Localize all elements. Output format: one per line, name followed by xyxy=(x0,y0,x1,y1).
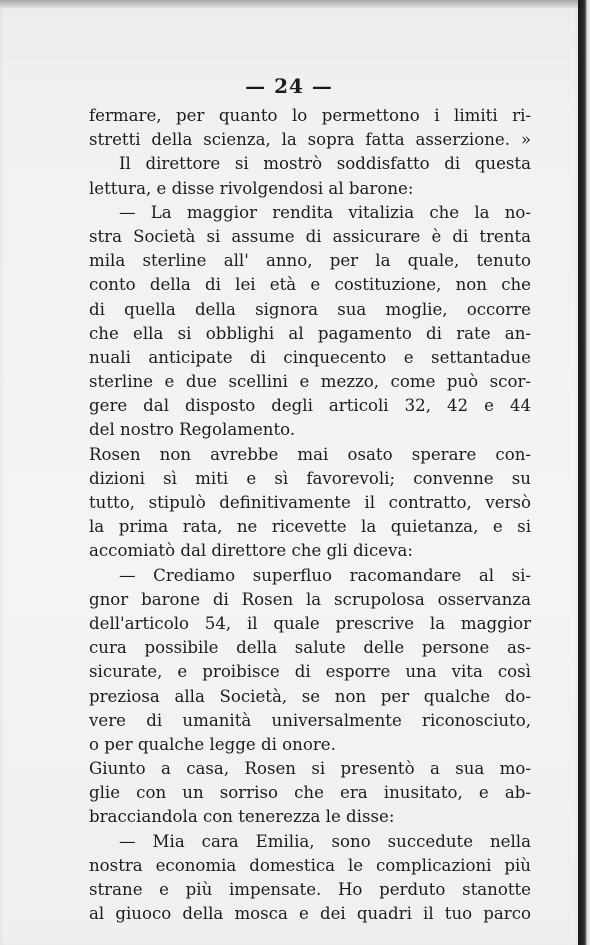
book-spine-edge xyxy=(578,0,591,945)
text-line: glie con un sorriso che era inusitato, e ab- xyxy=(89,783,531,803)
text-line: gere dal disposto degli articoli 32, 42 e 44 xyxy=(89,396,531,416)
text-line: preziosa alla Società, se non per qualche do- xyxy=(89,686,531,706)
text-line: stretti della scienza, la sopra fatta asserzione. » xyxy=(89,130,531,150)
text-line: — Crediamo superfluo racomandare al si- xyxy=(119,565,531,585)
text-line: lettura, e disse rivolgendosi al barone: xyxy=(89,178,414,198)
body-text xyxy=(89,104,531,926)
text-line: Il direttore si mostrò soddisfatto di questa xyxy=(119,154,531,174)
text-line: cura possibile della salute delle persone as- xyxy=(89,638,531,658)
text-line: tutto, stipulò definitivamente il contratto, versò xyxy=(89,493,531,512)
page-top-edge xyxy=(0,0,578,8)
text-line: nostra economia domestica le complicazioni più xyxy=(89,855,531,875)
text-line: accomiatò dal direttore che gli diceva: xyxy=(89,541,413,561)
text-line: la prima rata, ne ricevette la quietanza, e si xyxy=(89,517,531,537)
text-line: che ella si obblighi al pagamento di rate an- xyxy=(89,323,531,343)
text-line: vere di umanità universalmente riconosciuto, xyxy=(89,710,531,730)
text-line: dizioni sì miti e sì favorevoli; convenne su xyxy=(89,468,531,488)
text-line: Rosen non avrebbe mai osato sperare con- xyxy=(89,444,531,464)
text-line: dell'articolo 54, il quale prescrive la maggior xyxy=(89,613,531,633)
text-line: strane e più impensate. Ho perduto stanotte xyxy=(89,880,531,899)
text-line: mila sterline all' anno, per la quale, tenuto xyxy=(89,251,531,271)
text-line: fermare, per quanto lo permettono i limiti ri- xyxy=(89,106,531,125)
text-line: sicurate, e proibisce di esporre una vita così xyxy=(89,662,531,682)
text-line: bracciandola con tenerezza le disse: xyxy=(89,807,395,827)
text-line: del nostro Regolamento. xyxy=(89,420,296,440)
text-line: stra Società si assume di assicurare è di trenta xyxy=(89,226,531,246)
text-line: — Mia cara Emilia, sono succedute nella xyxy=(119,831,531,851)
page-number: — 24 — xyxy=(245,74,333,98)
text-line: al giuoco della mosca e dei quadri il tuo parco xyxy=(89,904,531,924)
text-line: conto della di lei età e costituzione, non che xyxy=(89,275,531,295)
text-line: di quella della signora sua moglie, occorre xyxy=(89,299,531,319)
text-line: nuali anticipate di cinquecento e settantadue xyxy=(89,347,531,367)
text-line: gnor barone di Rosen la scrupolosa osservanza xyxy=(89,589,531,609)
text-line: Giunto a casa, Rosen si presentò a sua mo- xyxy=(89,759,531,779)
text-line: o per qualche legge di onore. xyxy=(89,734,336,754)
text-line: sterline e due scellini e mezzo, come può scor- xyxy=(89,372,531,392)
text-line: — La maggior rendita vitalizia che la no- xyxy=(119,202,531,222)
